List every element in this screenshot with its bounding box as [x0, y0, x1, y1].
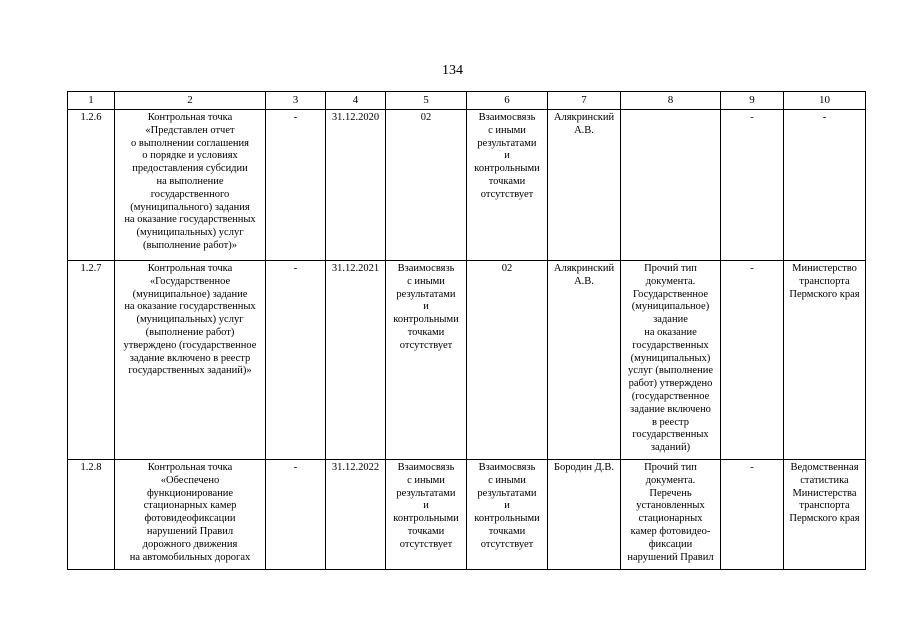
table-row: [68, 460, 866, 570]
table-row: [68, 261, 866, 460]
document-type-cell: Прочий тип документа. Перечень установленных стационарных камер фотовидео- фиксации нарушений Правил: [621, 460, 721, 570]
col3-cell: -: [266, 460, 326, 570]
col3-cell: -: [266, 261, 326, 460]
document-type-cell: [621, 110, 721, 261]
row-number-cell: 1.2.6: [68, 110, 115, 261]
col6-cell: 02: [467, 261, 548, 460]
source-cell: -: [784, 110, 866, 261]
table-header-row: [68, 92, 866, 110]
date-cell: 31.12.2022: [326, 460, 386, 570]
col9-cell: -: [721, 261, 784, 460]
checkpoint-name-cell: Контрольная точка «Представлен отчет о выполнении соглашения о порядке и условиях предоставления субсидии на выполнение государственного (муниципального) задания на оказание государственных (муниципальных) услуг (выполнение работ)»: [115, 110, 266, 261]
col6-cell: Взаимосвязь с иными результатами и контрольными точками отсутствует: [467, 110, 548, 261]
responsible-cell: Алякринский А.В.: [548, 110, 621, 261]
col5-cell: Взаимосвязь с иными результатами и контрольными точками отсутствует: [386, 261, 467, 460]
source-cell: Министерство транспорта Пермского края: [784, 261, 866, 460]
header-cell: 9: [721, 92, 784, 110]
header-cell: 2: [115, 92, 266, 110]
col5-cell: 02: [386, 110, 467, 261]
date-cell: 31.12.2021: [326, 261, 386, 460]
header-cell: 5: [386, 92, 467, 110]
col3-cell: -: [266, 110, 326, 261]
header-cell: 7: [548, 92, 621, 110]
responsible-cell: Алякринский А.В.: [548, 261, 621, 460]
header-cell: 3: [266, 92, 326, 110]
checkpoint-name-cell: Контрольная точка «Государственное (муниципальное) задание на оказание государственных (муниципальных) услуг (выполнение работ) утверждено (государственное задание включено в реестр государственных заданий)»: [115, 261, 266, 460]
document-table: [67, 91, 866, 570]
header-cell: 6: [467, 92, 548, 110]
table-row: [68, 110, 866, 261]
header-cell: 10: [784, 92, 866, 110]
col9-cell: -: [721, 460, 784, 570]
header-cell: 4: [326, 92, 386, 110]
checkpoint-name-cell: Контрольная точка «Обеспечено функционирование стационарных камер фотовидеофиксации нарушений Правил дорожного движения на автомобильных дорогах: [115, 460, 266, 570]
row-number-cell: 1.2.8: [68, 460, 115, 570]
document-type-cell: Прочий тип документа. Государственное (муниципальное) задание на оказание государственных (муниципальных) услуг (выполнение работ) утверждено (государственное задание включено в реестр государственных заданий): [621, 261, 721, 460]
row-number-cell: 1.2.7: [68, 261, 115, 460]
responsible-cell: Бородин Д.В.: [548, 460, 621, 570]
col6-cell: Взаимосвязь с иными результатами и контрольными точками отсутствует: [467, 460, 548, 570]
header-cell: 8: [621, 92, 721, 110]
source-cell: Ведомственная статистика Министерства транспорта Пермского края: [784, 460, 866, 570]
page-number: 134: [442, 63, 463, 78]
header-cell: 1: [68, 92, 115, 110]
col5-cell: Взаимосвязь с иными результатами и контрольными точками отсутствует: [386, 460, 467, 570]
col9-cell: -: [721, 110, 784, 261]
date-cell: 31.12.2020: [326, 110, 386, 261]
